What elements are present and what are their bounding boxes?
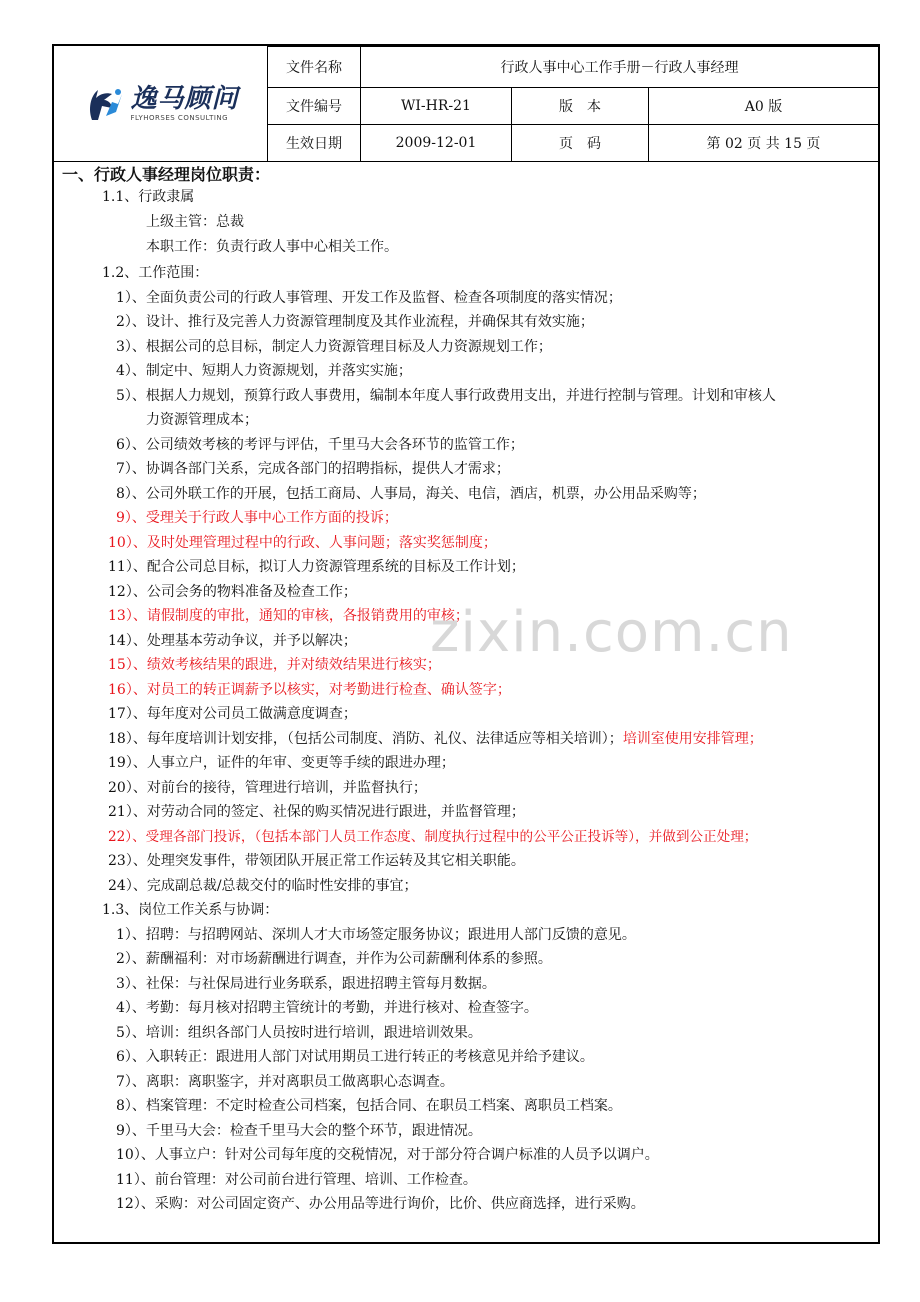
effective-date-label: 生效日期 (268, 125, 361, 162)
list-item: 2）、设计、推行及完善人力资源管理制度及其作业流程，并确保其有效实施； (116, 314, 594, 330)
list-item: 6）、公司绩效考核的考评与评估，千里马大会各环节的监管工作； (116, 437, 524, 453)
subsection-title: 1.2、工作范围： (102, 265, 209, 281)
list-item-highlight-tail: 培训室使用安排管理； (622, 731, 763, 747)
list-item: 2）、薪酬福利：对市场薪酬进行调查，并作为公司薪酬利体系的参照。 (116, 951, 552, 967)
page-label: 页 码 (512, 125, 649, 162)
file-name-label: 文件名称 (268, 47, 361, 88)
body-line: 上级主管：总裁 (146, 214, 244, 230)
list-item: 8）、公司外联工作的开展，包括工商局、人事局，海关、电信，酒店，机票，办公用品采购等； (116, 486, 706, 502)
list-item: 24）、完成副总裁/总裁交付的临时性安排的事宜； (108, 878, 418, 894)
list-item: 8）、档案管理：不定时检查公司档案，包括合同、在职员工档案、离职员工档案。 (116, 1098, 622, 1114)
list-item: 4）、制定中、短期人力资源规划，并落实实施； (116, 363, 412, 379)
list-item-highlight: 10）、及时处理管理过程中的行政、人事问题；落实奖惩制度； (108, 535, 497, 551)
list-item-highlight: 22）、受理各部门投诉，（包括本部门人员工作态度、制度执行过程中的公平公正投诉等），并做到公正处理； (108, 829, 758, 845)
logo-english-name: FLYHORSES CONSULTING (130, 113, 229, 122)
list-item: 1）、全面负责公司的行政人事管理、开发工作及监督、检查各项制度的落实情况； (116, 290, 622, 306)
list-item-continuation: 力资源管理成本； (146, 412, 258, 428)
subsection-title: 1.3、岗位工作关系与协调： (102, 902, 279, 918)
list-item-highlight: 13）、请假制度的审批，通知的审核，各报销费用的审核； (108, 608, 469, 624)
file-name-value: 行政人事中心工作手册－行政人事经理 (361, 47, 879, 88)
list-item: 12）、采购：对公司固定资产、办公用品等进行询价，比价、供应商选择，进行采购。 (116, 1196, 645, 1212)
list-item: 19）、人事立户，证件的年审、变更等手续的跟进办理； (108, 755, 455, 771)
list-item-highlight: 9）、受理关于行政人事中心工作方面的投诉； (116, 510, 398, 526)
list-item: 23）、处理突发事件，带领团队开展正常工作运转及其它相关职能。 (108, 853, 525, 869)
list-item-text: 18）、每年度培训计划安排，（包括公司制度、消防、礼仪、法律适应等相关培训）； (108, 731, 623, 747)
list-item: 14）、处理基本劳动争议，并予以解决； (108, 633, 357, 649)
logo-chinese-name: 逸马顾问 (130, 83, 239, 114)
company-logo (54, 47, 268, 162)
horse-logo-icon (82, 82, 126, 126)
list-item: 4）、考勤：每月核对招聘主管统计的考勤，并进行核对、检查签字。 (116, 1000, 538, 1016)
list-item: 6）、入职转正：跟进用人部门对试用期员工进行转正的考核意见并给予建议。 (116, 1049, 594, 1065)
list-item: 5）、根据人力规划，预算行政人事费用，编制本年度人事行政费用支出，并进行控制与管理。计划和审核人 (116, 388, 776, 404)
list-item: 21）、对劳动合同的签定、社保的购买情况进行跟进，并监督管理； (108, 804, 525, 820)
file-no-label: 文件编号 (268, 88, 361, 125)
list-item: 3）、社保：与社保局进行业务联系，跟进招聘主管每月数据。 (116, 976, 496, 992)
list-item: 5）、培训：组织各部门人员按时进行培训，跟进培训效果。 (116, 1025, 482, 1041)
list-item: 7）、协调各部门关系，完成各部门的招聘指标，提供人才需求； (116, 461, 510, 477)
list-item: 12）、公司会务的物料准备及检查工作； (108, 584, 357, 600)
section-title: 一、行政人事经理岗位职责： (62, 165, 271, 184)
watermark: zixin.com.cn (430, 600, 793, 665)
list-item: 17）、每年度对公司员工做满意度调查； (108, 706, 357, 722)
list-item: 11）、配合公司总目标，拟订人力资源管理系统的目标及工作计划； (108, 559, 525, 575)
effective-date-value: 2009-12-01 (361, 125, 512, 162)
body-line: 本职工作：负责行政人事中心相关工作。 (146, 239, 398, 255)
list-item: 10）、人事立户：针对公司每年度的交税情况，对于部分符合调户标准的人员予以调户。 (116, 1147, 659, 1163)
list-item: 3）、根据公司的总目标，制定人力资源管理目标及人力资源规划工作； (116, 339, 552, 355)
version-label: 版 本 (512, 88, 649, 125)
list-item-highlight: 15）、绩效考核结果的跟进，并对绩效结果进行核实； (108, 657, 441, 673)
version-value: A0 版 (649, 88, 879, 125)
list-item: 7）、离职：离职鉴字，并对离职员工做离职心态调查。 (116, 1074, 454, 1090)
list-item-highlight: 16）、对员工的转正调薪予以核实，对考勤进行检查、确认签字； (108, 682, 511, 698)
file-no-value: WI-HR-21 (361, 88, 512, 125)
list-item: 1）、招聘：与招聘网站、深圳人才大市场签定服务协议；跟进用人部门反馈的意见。 (116, 927, 636, 943)
document-header-table (54, 46, 878, 162)
subsection-title: 1.1、行政隶属 (102, 189, 195, 205)
list-item: 9）、千里马大会：检查千里马大会的整个环节，跟进情况。 (116, 1123, 482, 1139)
list-item: 11）、前台管理：对公司前台进行管理、培训、工作检查。 (116, 1172, 477, 1188)
page-value: 第 02 页 共 15 页 (649, 125, 879, 162)
list-item: 20）、对前台的接待，管理进行培训，并监督执行； (108, 780, 427, 796)
list-item (108, 730, 763, 748)
